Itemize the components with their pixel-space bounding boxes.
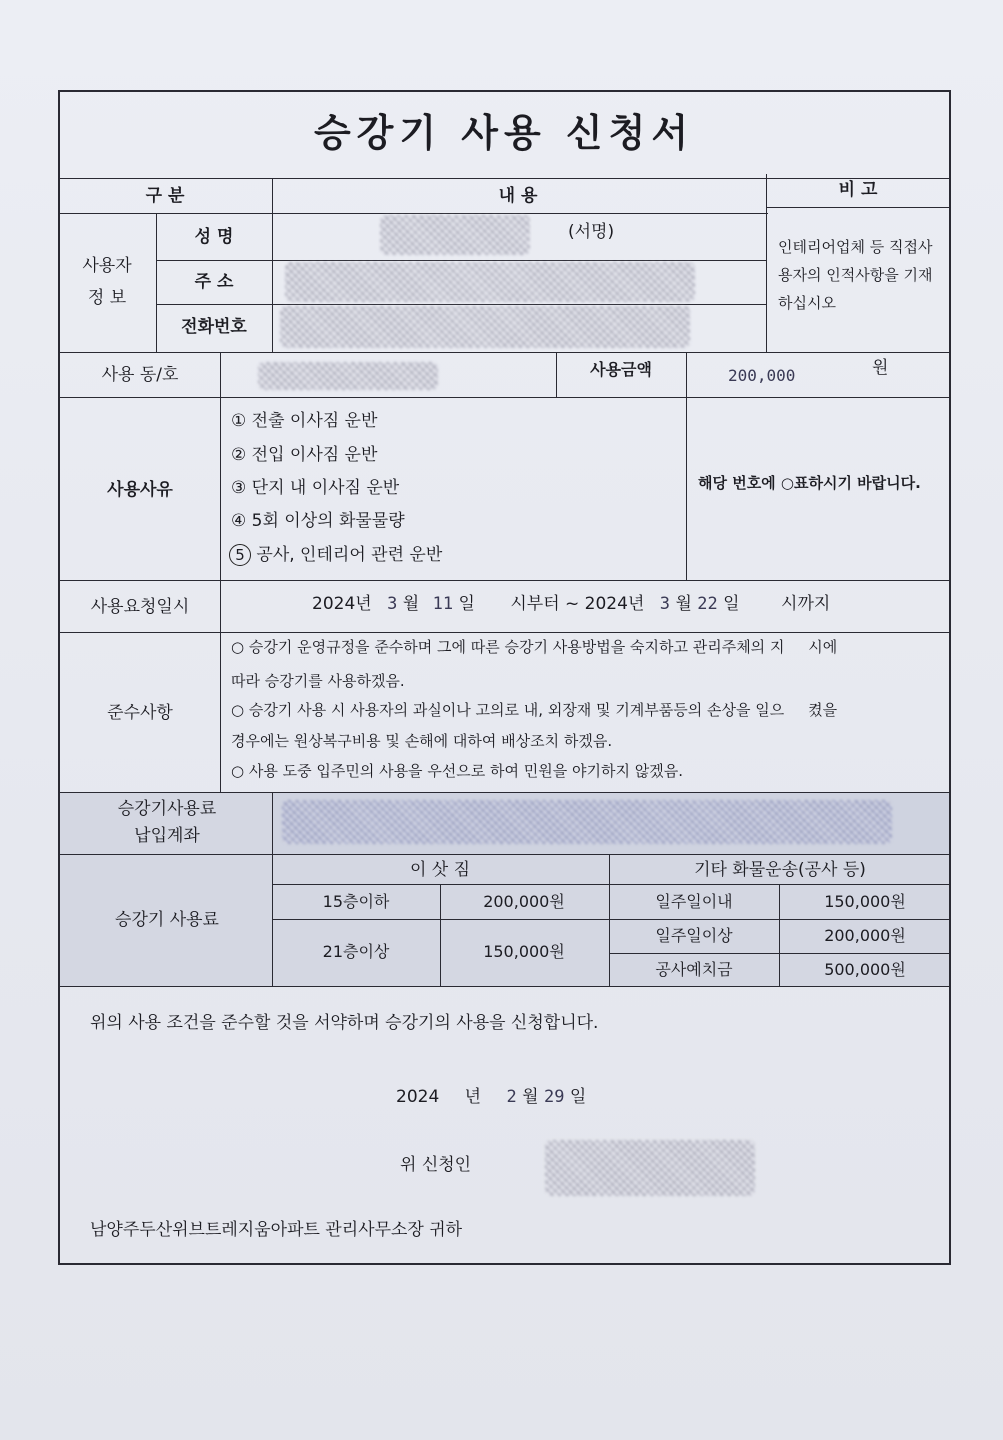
to-day: 22 (697, 594, 718, 614)
rule (58, 792, 951, 793)
other-period-2: 일주일이상 (655, 926, 733, 945)
reason-option-2: ② 전입 이사짐 운반 (231, 445, 378, 465)
rule (58, 397, 951, 398)
to-suffix: 시까지 (781, 594, 831, 614)
rule (58, 580, 951, 581)
rule (272, 884, 951, 885)
redacted-name (380, 215, 530, 255)
reason-label: 사용사유 (107, 480, 173, 500)
reason-note: 해당 번호에 ○표하시기 바랍니다. (698, 474, 921, 492)
compliance-line-3: ○ 승강기 사용 시 사용자의 과실이나 고의로 내, 외장재 및 기계부품등의 손상을 일으 켰을 (231, 701, 838, 719)
moving-floor-1: 15층이하 (322, 892, 390, 911)
request-date-label: 사용요청일시 (90, 597, 190, 617)
reason-option-1: ① 전출 이사짐 운반 (231, 411, 378, 431)
signature-mark: (서명) (568, 222, 615, 242)
moving-price-1: 200,000원 (483, 892, 565, 911)
rule (272, 919, 951, 920)
account-label-1: 승강기사용료 (117, 799, 217, 819)
moving-price-2: 150,000원 (483, 942, 565, 961)
addressee: 남양주두산위브트레지움아파트 관리사무소장 귀하 (90, 1220, 463, 1240)
user-info-label-2: 정 보 (87, 288, 127, 308)
redacted-phone (280, 306, 690, 348)
rule (220, 352, 221, 792)
rule (272, 178, 273, 352)
selected-circle-marker: 5 (229, 544, 251, 566)
rule (556, 352, 557, 397)
remark-line-1: 인테리어업체 등 직접사 (778, 238, 933, 256)
rule (609, 854, 610, 986)
other-price-1: 150,000원 (824, 892, 906, 911)
to-month: 3 (659, 594, 671, 614)
reason-option-3: ③ 단지 내 이사짐 운반 (231, 478, 400, 498)
reason-option-5-text: 공사, 인테리어 관련 운반 (256, 545, 443, 565)
amount-value: 200,000 (728, 366, 796, 385)
applicant-label: 위 신청인 (400, 1155, 472, 1175)
name-label: 성 명 (194, 227, 234, 247)
to-month-unit: 월 (675, 594, 692, 614)
other-header: 기타 화물운송(공사 등) (694, 860, 866, 880)
footer-day: 29 (544, 1087, 565, 1107)
from-year-unit: 년 (355, 594, 372, 614)
remark-line-2: 용자의 인적사항을 기재 (778, 266, 933, 284)
header-category: 구 분 (145, 186, 185, 206)
other-period-3: 공사예치금 (655, 960, 733, 979)
redacted-account (282, 800, 892, 844)
to-year: 2024 (584, 594, 628, 614)
footer-month-unit: 월 (522, 1087, 539, 1107)
header-remarks: 비 고 (838, 180, 878, 200)
footer-month: 2 (506, 1087, 517, 1107)
footer-year-unit: 년 (464, 1087, 482, 1107)
other-price-2: 200,000원 (824, 926, 906, 945)
from-month-unit: 월 (402, 594, 420, 614)
compliance-line-4: 경우에는 원상복구비용 및 손해에 대하여 배상조치 하겠음. (231, 732, 613, 750)
header-content: 내 용 (498, 186, 538, 206)
rule (156, 260, 766, 261)
reason-option-4: ④ 5회 이상의 화물물량 (231, 511, 405, 531)
rule (779, 884, 780, 986)
submission-date (396, 1089, 586, 1106)
rule (58, 854, 951, 855)
usage-unit-label: 사용 동/호 (101, 365, 179, 385)
moving-floor-2: 21층이상 (322, 942, 390, 961)
moving-header: 이 삿 짐 (409, 860, 471, 880)
account-label-2: 납입계좌 (134, 826, 200, 846)
footer-day-unit: 일 (569, 1087, 587, 1107)
reason-option-5 (229, 544, 442, 566)
request-date-line (312, 596, 830, 613)
from-suffix: 시부터 ~ (510, 594, 580, 614)
rule (686, 352, 687, 580)
amount-label: 사용금액 (590, 360, 652, 379)
redacted-unit (258, 362, 438, 390)
rule (58, 213, 768, 214)
fee-label: 승강기 사용료 (115, 910, 219, 930)
from-day: 11 (432, 594, 454, 614)
compliance-line-1: ○ 승강기 운영규정을 준수하며 그에 따른 승강기 사용방법을 숙지하고 관리주체의 지 시에 (231, 638, 838, 656)
from-year: 2024 (312, 594, 356, 614)
phone-label: 전화번호 (181, 317, 247, 337)
rule (766, 174, 767, 352)
rule (766, 207, 951, 208)
other-period-1: 일주일이내 (655, 892, 733, 911)
to-day-unit: 일 (723, 594, 740, 614)
compliance-line-5: ○ 사용 도중 입주민의 사용을 우선으로 하여 민원을 야기하지 않겠음. (231, 762, 684, 780)
redacted-address (285, 262, 695, 302)
rule (58, 178, 951, 179)
rule (58, 632, 951, 633)
remark-line-3: 하십시오 (778, 294, 836, 312)
footer-year: 2024 (396, 1087, 440, 1107)
from-month: 3 (387, 594, 398, 614)
pledge-text: 위의 사용 조건을 준수할 것을 서약하며 승강기의 사용을 신청합니다. (90, 1013, 599, 1033)
from-day-unit: 일 (458, 594, 475, 614)
user-info-label-1: 사용자 (82, 256, 132, 276)
form-title: 승강기 사용 신청서 (313, 111, 695, 155)
compliance-label: 준수사항 (107, 703, 173, 723)
other-price-3: 500,000원 (824, 960, 906, 979)
amount-unit: 원 (872, 358, 889, 378)
rule (156, 213, 157, 352)
rule (58, 986, 951, 987)
rule (156, 304, 766, 305)
rule (609, 953, 951, 954)
rule (58, 352, 951, 353)
redacted-applicant-signature (545, 1140, 755, 1196)
address-label: 주 소 (194, 272, 234, 292)
rule (440, 884, 441, 986)
compliance-line-2: 따라 승강기를 사용하겠음. (231, 672, 405, 690)
to-year-unit: 년 (627, 594, 645, 614)
rule (272, 792, 273, 986)
